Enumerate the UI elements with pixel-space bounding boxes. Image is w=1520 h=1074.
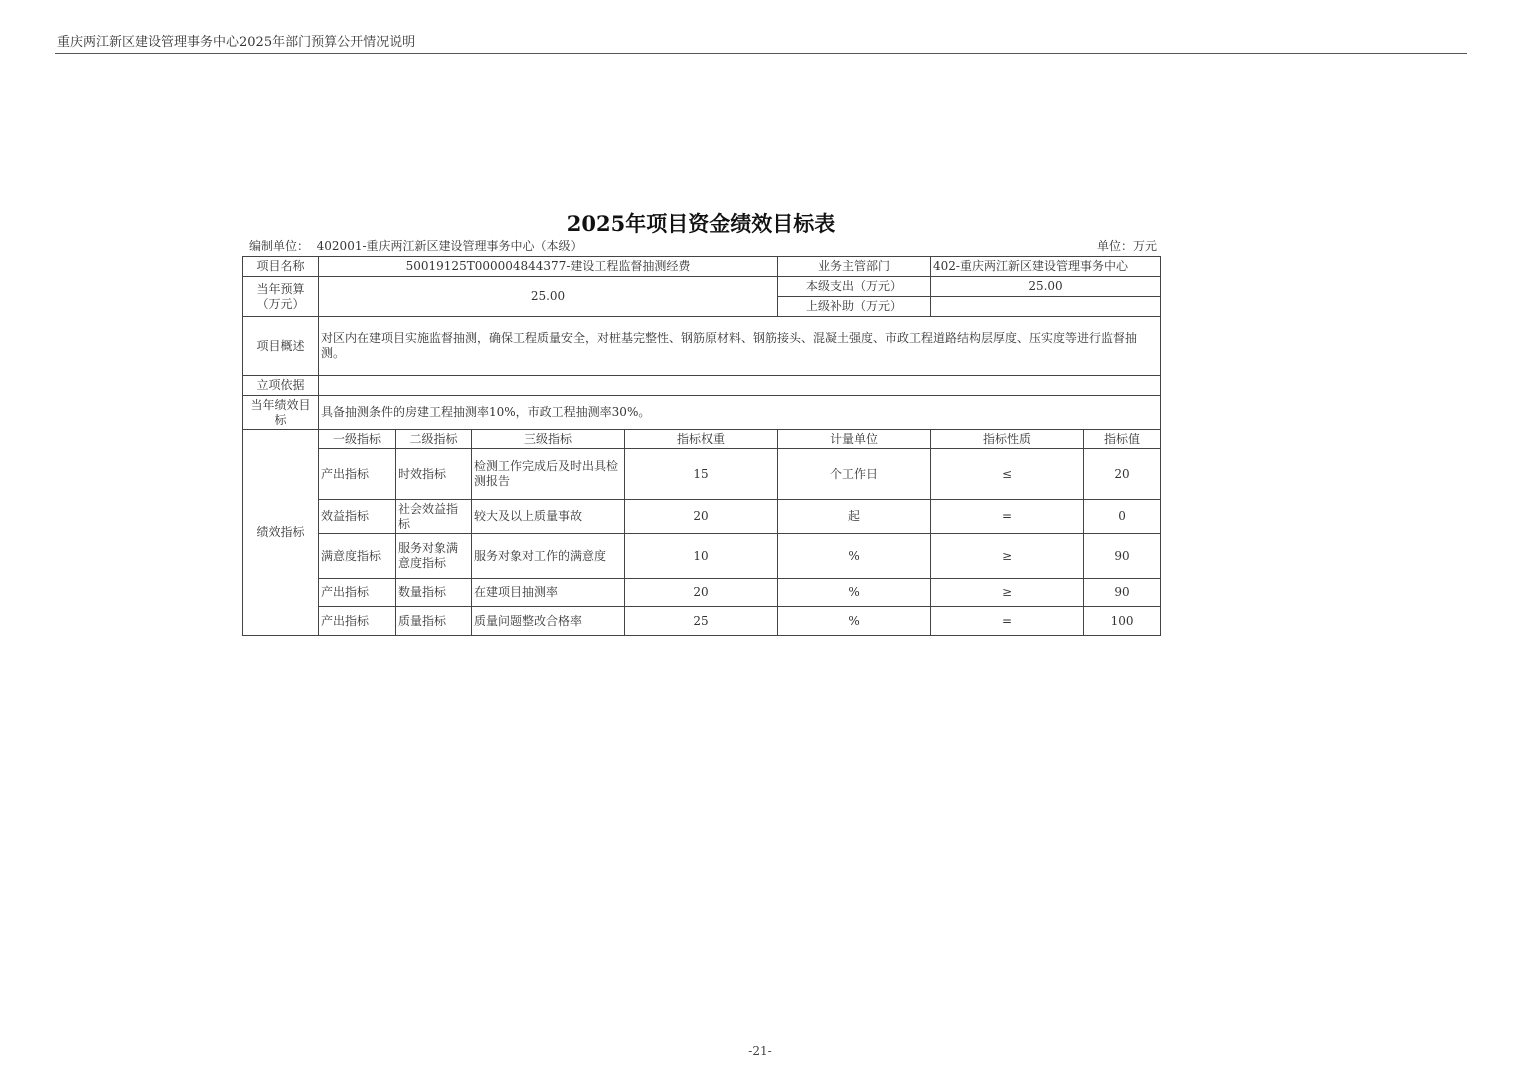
row-unit: 起 [778,500,931,534]
row-level1: 满意度指标 [319,534,396,579]
basis-value [319,376,1161,396]
row-value: 90 [1084,579,1161,607]
row-level2: 服务对象满意度指标 [396,534,472,579]
row-unit: % [778,534,931,579]
row-weight: 20 [625,579,778,607]
row-level2: 社会效益指标 [396,500,472,534]
row-unit: % [778,579,931,607]
compiling-unit [249,237,583,254]
row-level3: 在建项目抽测率 [472,579,625,607]
table-row [243,500,1161,534]
header-nature: 指标性质 [931,430,1084,449]
header-value: 指标值 [1084,430,1161,449]
project-name-label: 项目名称 [243,257,319,277]
row-value: 20 [1084,449,1161,500]
header-level2: 二级指标 [396,430,472,449]
row-level3: 较大及以上质量事故 [472,500,625,534]
subsidy-label: 上级补助（万元） [778,297,931,317]
self-expense-label: 本级支出（万元） [778,277,931,297]
overview-label: 项目概述 [243,317,319,376]
row-nature: ≤ [931,449,1084,500]
row-level3: 质量问题整改合格率 [472,607,625,636]
row-level2: 数量指标 [396,579,472,607]
goal-label: 当年绩效目标 [243,396,319,430]
self-expense-value: 25.00 [931,277,1161,297]
row-level3: 检测工作完成后及时出具检测报告 [472,449,625,500]
page-number: -21- [748,1044,772,1058]
row-unit: % [778,607,931,636]
row-level1: 产出指标 [319,607,396,636]
header-unit: 计量单位 [778,430,931,449]
dept-value: 402-重庆两江新区建设管理事务中心 [931,257,1161,277]
table-row [243,579,1161,607]
row-weight: 15 [625,449,778,500]
indicators-label: 绩效指标 [243,430,319,636]
compiling-unit-value: 402001-重庆两江新区建设管理事务中心（本级） [316,239,583,253]
budget-value: 25.00 [319,277,778,317]
row-value: 100 [1084,607,1161,636]
row-level3: 服务对象对工作的满意度 [472,534,625,579]
header-level1: 一级指标 [319,430,396,449]
row-weight: 20 [625,500,778,534]
subsidy-value [931,297,1161,317]
table-row [243,449,1161,500]
row-level1: 效益指标 [319,500,396,534]
row-weight: 10 [625,534,778,579]
page-header-title: 重庆两江新区建设管理事务中心2025年部门预算公开情况说明 [57,35,416,50]
table-title: 2025年项目资金绩效目标表 [566,211,836,236]
header-level3: 三级指标 [472,430,625,449]
row-nature: ≥ [931,534,1084,579]
row-nature: ≥ [931,579,1084,607]
basis-label: 立项依据 [243,376,319,396]
row-weight: 25 [625,607,778,636]
header-weight: 指标权重 [625,430,778,449]
dept-label: 业务主管部门 [778,257,931,277]
currency-unit: 单位：万元 [1096,239,1157,253]
row-level1: 产出指标 [319,579,396,607]
row-level2: 质量指标 [396,607,472,636]
row-unit: 个工作日 [778,449,931,500]
row-level1: 产出指标 [319,449,396,500]
table-row [243,607,1161,636]
table-row [243,534,1161,579]
row-nature: = [931,607,1084,636]
row-level2: 时效指标 [396,449,472,500]
project-name-value: 50019125T000004844377-建设工程监督抽测经费 [319,257,778,277]
performance-table [242,256,1161,636]
overview-value: 对区内在建项目实施监督抽测，确保工程质量安全，对桩基完整性、钢筋原材料、钢筋接头、混凝土强度、市政工程道路结构层厚度、压实度等进行监督抽测。 [319,317,1161,376]
goal-value: 具备抽测条件的房建工程抽测率10%，市政工程抽测率30%。 [319,396,1161,430]
header-divider [55,53,1467,54]
row-nature: = [931,500,1084,534]
compiling-unit-label: 编制单位： [249,239,310,253]
row-value: 90 [1084,534,1161,579]
row-value: 0 [1084,500,1161,534]
budget-label: 当年预算（万元） [243,277,319,317]
